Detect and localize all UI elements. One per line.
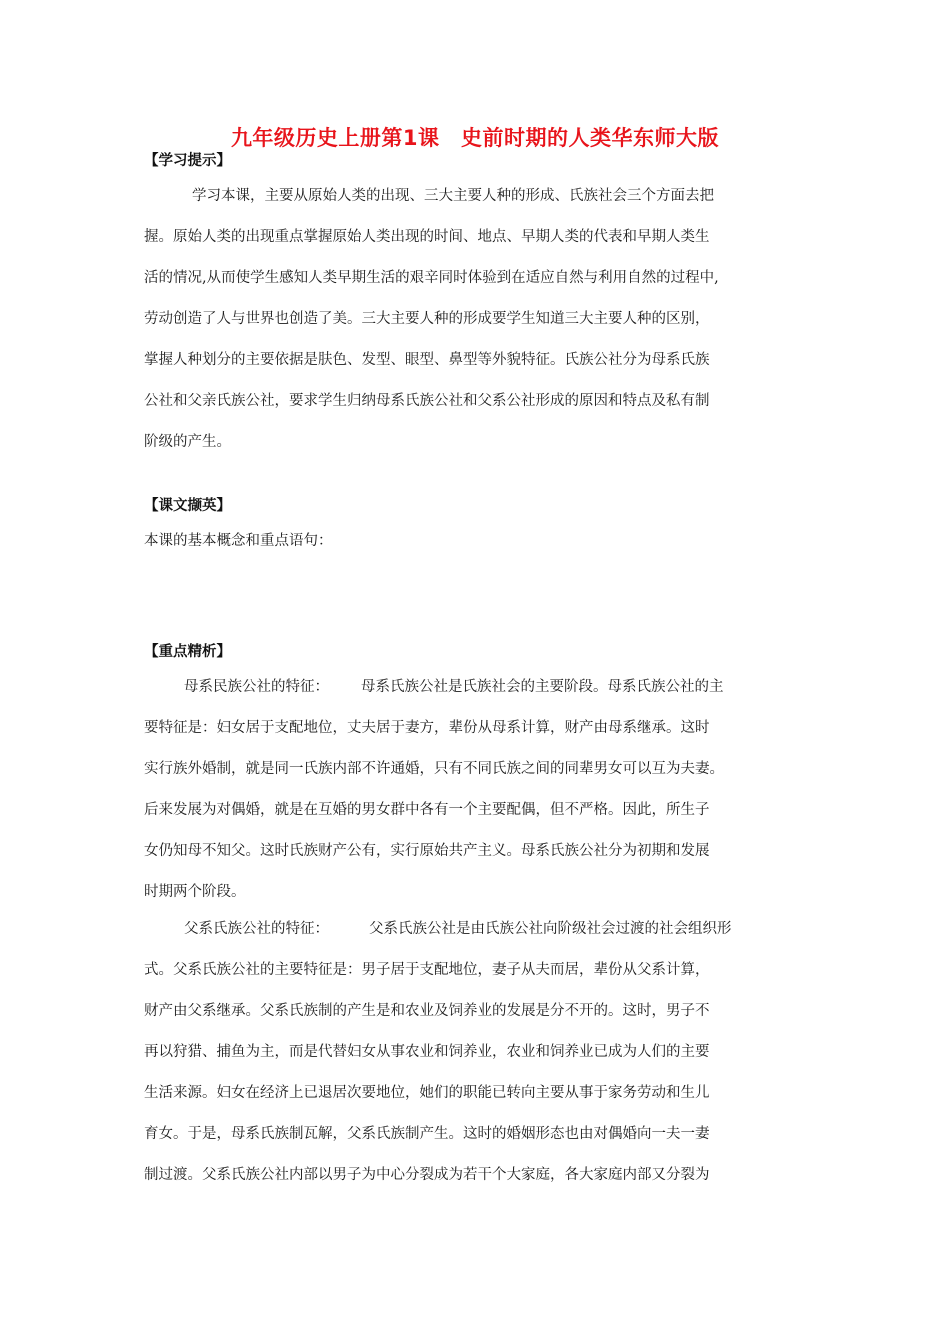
patriarchal-line: 育女。于是，母系氏族制瓦解，父系氏族制产生。这时的婚姻形态也由对偶婚向一夫一妻 [144,1126,710,1142]
tips-paragraph [144,176,816,463]
matriarchal-line: 女仍知母不知父。这时氏族财产公有，实行原始共产主义。母系氏族公社分为初期和发展 [144,843,710,859]
patriarchal-line: 父系氏族公社的特征： 父系氏族公社是由氏族公社向阶级社会过渡的社会组织形 [184,921,732,937]
tips-line: 学习本课，主要从原始人类的出现、三大主要人种的形成、氏族社会三个方面去把 [192,188,714,204]
patriarchal-line: 生活来源。妇女在经济上已退居次要地位，她们的职能已转向主要从事于家务劳动和生儿 [144,1085,710,1101]
patriarchal-line: 式。父系氏族公社的主要特征是：男子居于支配地位，妻子从夫而居，辈份从父系计算， [144,962,710,978]
patriarchal-label: 父系氏族公社的特征： [184,921,329,937]
patriarchal-line: 制过渡。父系氏族公社内部以男子为中心分裂成为若干个大家庭，各大家庭内部又分裂为 [144,1167,710,1183]
tips-line: 阶级的产生。 [144,434,231,450]
patriarchal-paragraph [144,909,816,1196]
section-heading-tips: 【学习提示】 [144,153,231,169]
matriarchal-line: 要特征是：妇女居于支配地位，丈夫居于妻方，辈份从母系计算，财产由母系继承。这时 [144,720,710,736]
tips-line: 劳动创造了人与世界也创造了美。三大主要人种的形成要学生知道三大主要人种的区别， [144,311,710,327]
excerpt-line: 本课的基本概念和重点语句： [144,533,333,549]
tips-line: 掌握人种划分的主要依据是肤色、发型、眼型、鼻型等外貌特征。氏族公社分为母系氏族 [144,352,710,368]
tips-line: 握。原始人类的出现重点掌握原始人类出现的时间、地点、早期人类的代表和早期人类生 [144,229,710,245]
matriarchal-line: 母系民族公社的特征： 母系氏族公社是氏族社会的主要阶段。母系氏族公社的主 [184,679,724,695]
patriarchal-line: 再以狩猎、捕鱼为主，而是代替妇女从事农业和饲养业，农业和饲养业已成为人们的主要 [144,1044,710,1060]
tips-line: 公社和父亲氏族公社，要求学生归纳母系氏族公社和父系公社形成的原因和特点及私有制 [144,393,710,409]
matriarchal-paragraph [144,667,816,913]
section-heading-excerpt: 【课文撷英】 [144,498,231,514]
page-title: 九年级历史上册第1课 史前时期的人类华东师大版 [230,126,720,150]
section-heading-analysis: 【重点精析】 [144,644,231,660]
excerpt-text [144,521,816,562]
matriarchal-line: 实行族外婚制，就是同一氏族内部不许通婚，只有不同氏族之间的同辈男女可以互为夫妻。 [144,761,724,777]
matriarchal-label: 母系民族公社的特征： [184,679,329,695]
matriarchal-line: 时期两个阶段。 [144,884,246,900]
tips-line: 活的情况,从而使学生感知人类早期生活的艰辛同时体验到在适应自然与利用自然的过程中, [144,270,719,286]
matriarchal-line: 后来发展为对偶婚，就是在互婚的男女群中各有一个主要配偶，但不严格。因此，所生子 [144,802,710,818]
patriarchal-line: 财产由父系继承。父系氏族制的产生是和农业及饲养业的发展是分不开的。这时，男子不 [144,1003,710,1019]
